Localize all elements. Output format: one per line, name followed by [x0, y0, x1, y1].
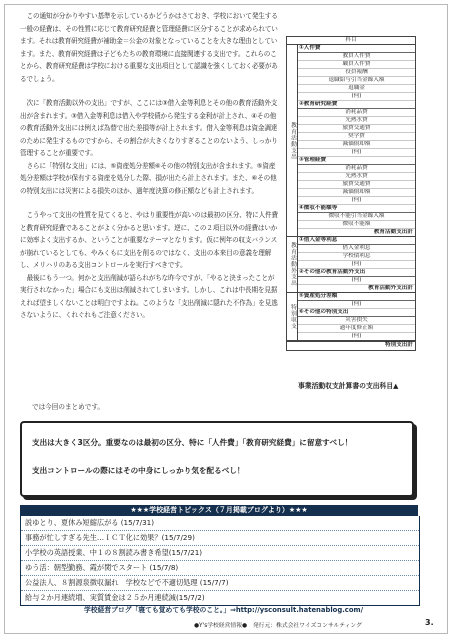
summary-line: 支出は大きく3区分。重要なのは最初の区分、特に「人件費」「教育研究経費」に留意すべし！: [32, 438, 353, 447]
topic-link[interactable]: 事務が忙しすぎる先生…ＩＣＴ化に効果？(15/7/29): [21, 531, 419, 546]
section-row: ⑥その他の特別支出: [298, 309, 415, 317]
table-row: 学校債利息: [298, 253, 415, 261]
subtotal-row: 教育活動支出計: [373, 229, 413, 235]
body-text: [20, 10, 278, 322]
section-row: ②その他の教育活動外支出: [298, 269, 415, 277]
table-row: 退職金: [298, 85, 415, 93]
table-row: (何): [351, 333, 362, 339]
topics-list: [20, 516, 420, 606]
table-row: 消耗品費: [298, 109, 415, 117]
table-caption: 事業活動収支計算書の支出科目▲: [298, 382, 399, 390]
topic-link[interactable]: ゆう活：朝型勤務、霞が関でスタート (15/7/8): [21, 561, 419, 576]
table-row: (何): [298, 277, 415, 285]
subtotal-row: 教育活動外支出計: [368, 285, 413, 291]
blog-link[interactable]: 学校経営ブログ「寝ても覚めても学校のこと。」⇒http://ysconsult.hatenablog.com/: [84, 606, 364, 614]
summary-line: 支出コントロールの際にはその中身にしっかり気を配るべし！: [32, 466, 245, 475]
table-row: 減価償却額: [298, 141, 415, 149]
table-row: 旅費交通費: [298, 181, 415, 189]
table-row: 役員報酬: [298, 69, 415, 77]
table-row: (何): [298, 301, 415, 309]
page-number: 3.: [425, 618, 434, 627]
table-row: 借入金利息: [298, 245, 415, 253]
total-row: 特別支出計: [287, 341, 415, 350]
footer-publisher: ●Y's学校経営情報● 発行元：株式会社ワイズコンサルティング: [194, 623, 362, 629]
table-row: (何): [298, 93, 415, 101]
table-group: [287, 237, 415, 293]
table-row: 消耗品費: [298, 165, 415, 173]
table-row: 旅費交通費: [298, 125, 415, 133]
paragraph: 次に「教育活動以外の支出」ですが、ここには③借入金等利息とその他の教育活動外支出が含まれます。③借入金等利息は借入や学校債から発生する金利が計上され、④その他の教育活動外支出には例えば為替で出た差損等が計上されます。借入金等利息は資金調達のために発生するものですから、その割合が大きくなりすぎることのないよう、しっかり管理することが重要です。: [20, 99, 278, 157]
group-label: 特別収支: [287, 293, 298, 340]
table-row: 光熱水費: [298, 117, 415, 125]
table-row: 光熱水費: [298, 173, 415, 181]
section-row: ⑤資産処分差額: [298, 293, 415, 301]
table-row: 過年度修正額: [298, 325, 415, 333]
topic-link[interactable]: 給与２か月連続増、実質賃金は２５か月連続減(15/7/2): [25, 593, 205, 602]
table-group: [287, 45, 415, 237]
group-label: 教育活動外支出: [287, 237, 298, 292]
group-label: 教育活動支出: [287, 45, 298, 236]
topic-link[interactable]: 説ゆとり、夏休み短縮広がる (15/7/31): [21, 516, 419, 531]
section-row: ③管理経費: [298, 157, 415, 165]
expense-items-table: [286, 36, 416, 351]
table-row: (何): [298, 149, 415, 157]
table-row: 徴収不能引当金繰入額: [298, 213, 415, 221]
section-row: ④徴収不能額等: [298, 205, 415, 213]
paragraph: 最後にもう一つ。何かと支出削減が語られがちな昨今ですが、「やると決まったことが実行されなかった」場合にも支出は削減されてしまいます。しかし、これは中長期を見据えれば望ましくないことは明白ですよね。このような「支出削減に隠れた不作為」を見逃さないように、くれぐれもご注意ください。: [20, 273, 278, 319]
table-row: 職員人件費: [298, 61, 415, 69]
topic-link[interactable]: 公益法人、８割源泉徴収漏れ 学校などで不適切処理 (15/7/7): [21, 576, 419, 591]
paragraph: さらに「特別な支出」には、⑤資産処分差額⑥その他の特別支出が含まれます。⑤資産処分差額は学校が保有する資産を処分した際、損が出たら計上されます。また、⑥その他の特別支出には災害による損失のほか、過年度決算の修正額なども計上されます。: [20, 161, 277, 195]
table-row: (何): [298, 261, 415, 269]
summary-box: [20, 421, 414, 497]
table-row: 災害損失: [298, 317, 415, 325]
table-row: (何): [298, 197, 415, 205]
topics-title: ★★★学校経営トピックス（７月掲載ブログより）★★★: [20, 505, 418, 516]
table-group: [287, 293, 415, 341]
table-row: 退職給与引当金繰入額: [298, 77, 415, 85]
section-row: ①人件費: [298, 45, 415, 53]
section-row: ②教育研究経費: [298, 101, 415, 109]
closing-line: では今回のまとめです。: [32, 403, 105, 411]
section-row: ①借入金等利息: [298, 237, 415, 245]
table-header: 科目: [287, 37, 415, 45]
paragraph: この通知が分かりやすい基準を示しているかどうかはさておき、学校において発生する一般の経費は、その性質に応じて教育研究経費と管理経費に区分することが求められています。それは教育研究経費が補助金＝公金の対象となっていることを大きな理由としています。また、教育研究経費は子どもたちの教育環境に直接関連する支出です。これらのことから、教育研究経費は学校における重要な支出項目として認識を強くしておく必要があるでしょう。: [20, 12, 278, 83]
table-row: 教員人件費: [298, 53, 415, 61]
table-row: 奨学費: [298, 133, 415, 141]
paragraph: こうやって支出の性質を見てくると、やはり重要性が高いのは最初の区分、特に人件費と教育研究経費であることがよく分かると思います。逆に、この２項目以外の経費はいかに効率よく支出するか、ということが重要なテーマとなります。仮に例年の収支バランスが崩れているとしても、やみくもに支出を削るのではなく、支出の本来目の意義を理解し、メリハリのある支出コントロールを実行すべきです。: [20, 211, 278, 269]
table-row: 減価償却額: [298, 189, 415, 197]
table-row: 徴収不能額: [298, 221, 415, 229]
topic-link[interactable]: 小学校の英語授業、中１の８割読み書き希望(15/7/21): [21, 546, 419, 561]
